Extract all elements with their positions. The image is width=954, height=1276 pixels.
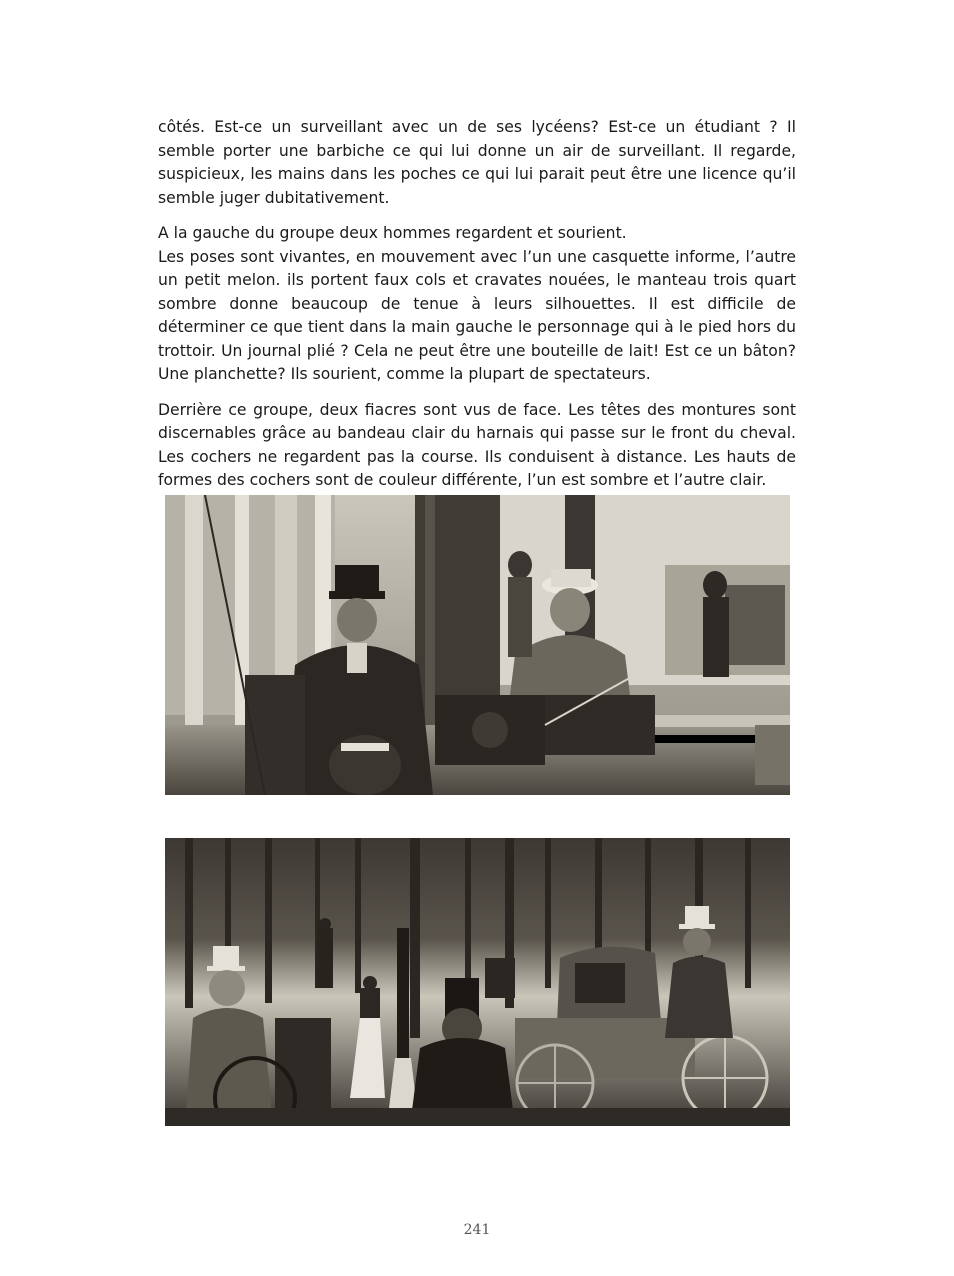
photo-fiacre-drivers-image — [165, 495, 790, 795]
photo-avenue-fiacres — [165, 838, 790, 1126]
photo-avenue-fiacres-image — [165, 838, 790, 1126]
paragraph-4: Derrière ce groupe, deux fiacres sont vus de face. Les têtes des montures sont discernables grâce au bandeau clair du harnais qui passe sur le front du cheval. Les cochers ne regardent pas la course. Ils conduisent à distance. Les hauts de formes des cochers sont de couleur différente, l’un est sombre et l’autre clair. — [158, 400, 796, 489]
paragraph-1: côtés. Est-ce un surveillant avec un de ses lycéens? Est-ce un étudiant ? Il semble porter une barbiche ce qui lui donne un air de surveillant. Il regarde, suspicieux, les mains dans les poches ce qui lui parait peut être une licence qu’il semble juger dubitativement. — [158, 118, 796, 207]
paragraph-2: A la gauche du groupe deux hommes regardent et sourient. — [158, 224, 627, 242]
page-number: 241 — [463, 1222, 491, 1238]
photo-fiacre-drivers — [165, 495, 790, 795]
paragraph-3: Les poses sont vivantes, en mouvement avec l’un une casquette informe, l’autre un petit melon. ils portent faux cols et cravates nouées, le manteau trois quart sombre donne beaucoup de tenue à leurs silhouettes. Il est difficile de déterminer ce que tient dans la main gauche le personnage qui à le pied hors du trottoir. Un journal plié ? Cela ne peut être une bouteille de lait! Est ce un bâton? Une planchette? Ils sourient, comme la plupart de spectateurs. — [158, 247, 796, 383]
body-text — [158, 116, 796, 505]
